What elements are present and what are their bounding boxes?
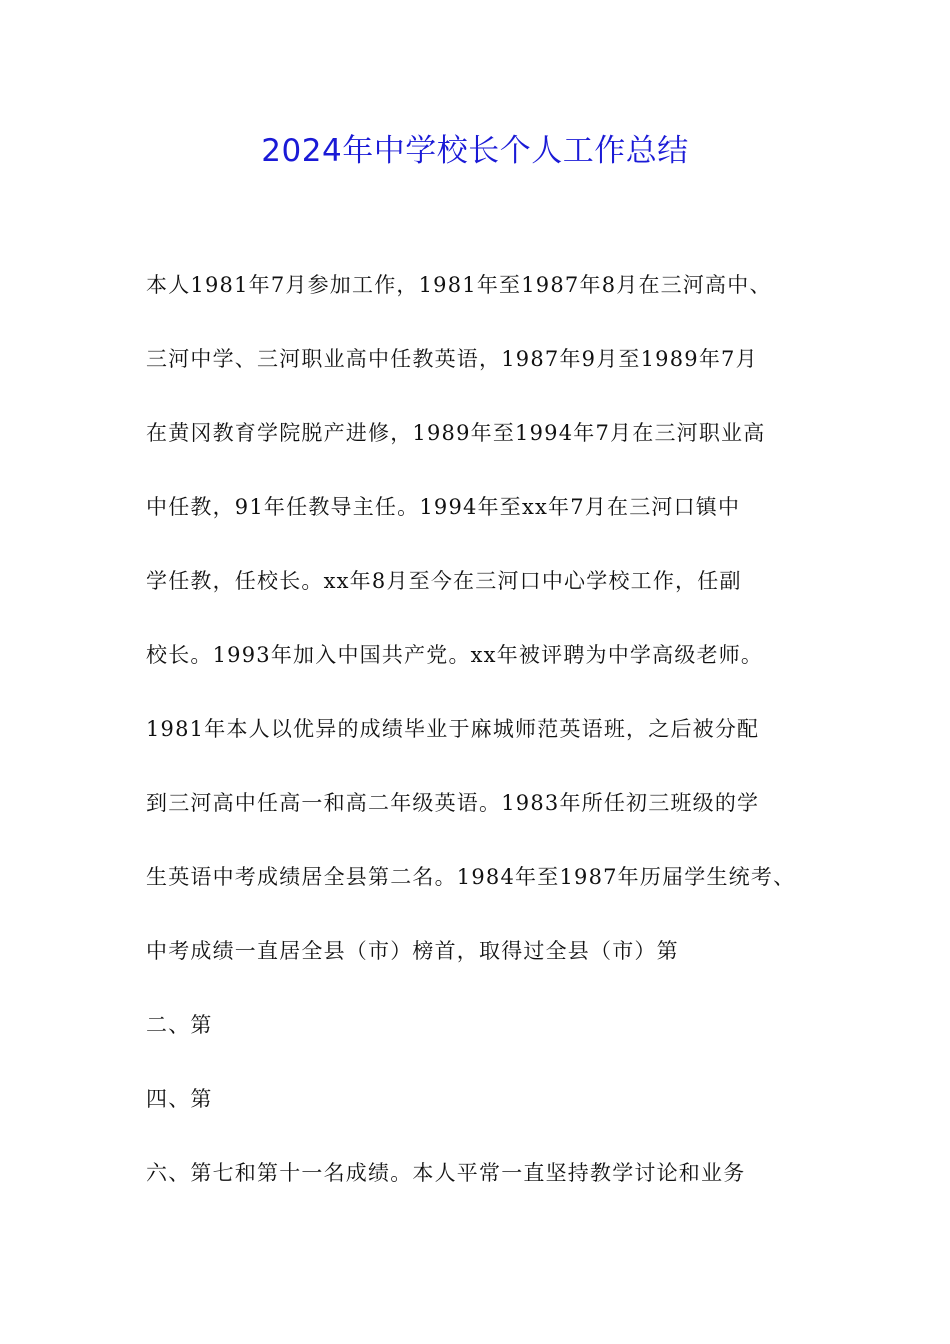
body-line: 学任教，任校长。xx年8月至今在三河口中心学校工作，任副 — [146, 569, 742, 593]
body-line: 校长。1993年加入中国共产党。xx年被评聘为中学高级老师。 — [146, 643, 764, 667]
body-line: 四、第 — [146, 1087, 213, 1111]
body-line: 中考成绩一直居全县（市）榜首，取得过全县（市）第 — [146, 939, 679, 963]
document-body — [146, 265, 826, 1227]
body-line: 到三河高中任高一和高二年级英语。1983年所任初三班级的学 — [146, 791, 760, 815]
body-line: 六、第七和第十一名成绩。本人平常一直坚持教学讨论和业务 — [146, 1161, 746, 1185]
body-line: 三河中学、三河职业高中任教英语，1987年9月至1989年7月 — [146, 347, 758, 371]
body-line: 二、第 — [146, 1013, 213, 1037]
page-title: 2024年中学校长个人工作总结 — [261, 133, 689, 169]
body-line: 中任教，91年任教导主任。1994年至xx年7月在三河口镇中 — [146, 495, 741, 519]
body-line: 在黄冈教育学院脱产进修，1989年至1994年7月在三河职业高 — [146, 421, 766, 445]
body-line: 本人1981年7月参加工作，1981年至1987年8月在三河高中、 — [146, 273, 772, 297]
body-line: 生英语中考成绩居全县第二名。1984年至1987年历届学生统考、 — [146, 865, 796, 889]
body-line: 1981年本人以优异的成绩毕业于麻城师范英语班，之后被分配 — [146, 717, 760, 741]
